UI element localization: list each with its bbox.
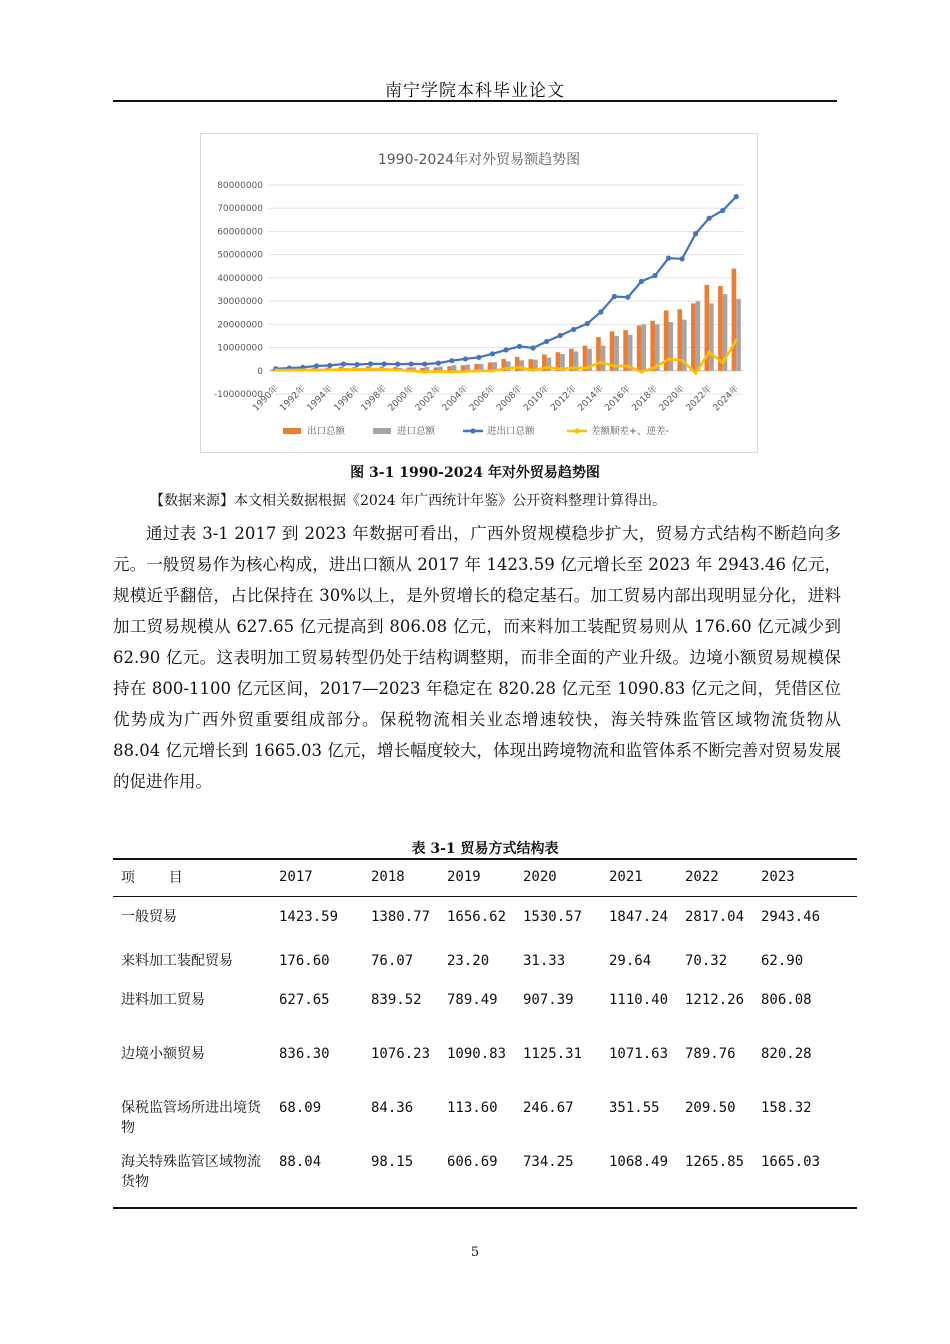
table-cell: 820.28 bbox=[761, 1045, 812, 1062]
table-row bbox=[113, 1044, 857, 1098]
point-balance bbox=[342, 368, 345, 371]
table-cell: 1265.85 bbox=[685, 1153, 745, 1170]
data-source-note: 【数据来源】本文相关数据根据《2024 年广西统计年鉴》公开资料整理计算得出。 bbox=[150, 493, 667, 509]
point-balance bbox=[450, 370, 453, 373]
table-cell: 789.76 bbox=[685, 1045, 736, 1062]
point-total-trade bbox=[436, 361, 441, 366]
table-row bbox=[113, 951, 857, 990]
table-cell: 351.55 bbox=[609, 1099, 660, 1116]
table-cell: 836.30 bbox=[279, 1045, 330, 1062]
point-balance bbox=[531, 369, 534, 372]
x-tick-label: 2024年 bbox=[711, 383, 742, 414]
legend-swatch bbox=[373, 428, 391, 434]
table-cell: 1090.83 bbox=[447, 1045, 507, 1062]
bar-import bbox=[736, 299, 741, 371]
wrapped-value: 1068.49 bbox=[609, 1153, 669, 1170]
legend-label: 差额顺差+、逆差- bbox=[591, 426, 669, 437]
point-balance bbox=[572, 366, 575, 369]
bar-import bbox=[696, 301, 701, 371]
chart-svg bbox=[201, 134, 757, 452]
y-tick-label: 70000000 bbox=[217, 204, 263, 215]
x-tick-label: 2020年 bbox=[657, 383, 688, 414]
table-cell bbox=[601, 1152, 677, 1208]
table-cell: 209.50 bbox=[685, 1099, 736, 1116]
header-year: 2018 bbox=[371, 869, 405, 885]
point-balance bbox=[545, 366, 548, 369]
point-balance bbox=[680, 359, 683, 362]
point-total-trade bbox=[598, 309, 603, 314]
table-cell: 113.60 bbox=[447, 1099, 498, 1116]
point-balance bbox=[437, 370, 440, 373]
table-cell: 29.64 bbox=[609, 952, 652, 969]
x-tick-label: 1994年 bbox=[305, 383, 336, 414]
table-cell: 2943.46 bbox=[761, 909, 821, 925]
bar-export bbox=[623, 330, 628, 371]
point-balance bbox=[708, 351, 711, 354]
table-cell: 907.39 bbox=[523, 991, 574, 1008]
y-tick-label: -10000000 bbox=[213, 390, 263, 400]
table-cell: 734.25 bbox=[523, 1153, 574, 1170]
wrapped-value: 1847.24 bbox=[609, 909, 669, 925]
x-tick-label: 2010年 bbox=[522, 383, 552, 414]
point-total-trade bbox=[354, 362, 359, 367]
point-total-trade bbox=[368, 361, 373, 366]
table-cell: 2817.04 bbox=[685, 909, 745, 925]
legend-swatch bbox=[283, 428, 301, 434]
point-total-trade bbox=[341, 361, 346, 366]
table-cell: 76.07 bbox=[371, 952, 414, 969]
point-total-trade bbox=[693, 231, 698, 236]
header-year: 2019 bbox=[447, 869, 481, 885]
y-tick-label: 40000000 bbox=[217, 273, 263, 284]
point-total-trade bbox=[490, 351, 495, 356]
table-cell: 31.33 bbox=[523, 952, 566, 969]
point-balance bbox=[369, 367, 372, 370]
point-total-trade bbox=[625, 295, 630, 300]
point-balance bbox=[410, 369, 413, 372]
point-balance bbox=[721, 361, 724, 364]
table-cell: 789.49 bbox=[447, 991, 498, 1008]
running-header: 南宁学院本科毕业论文 bbox=[385, 81, 565, 101]
point-total-trade bbox=[449, 358, 454, 363]
point-balance bbox=[288, 368, 291, 371]
point-total-trade bbox=[476, 355, 481, 360]
table-cell: 84.36 bbox=[371, 1099, 414, 1116]
table-caption: 表 3-1 贸易方式结构表 bbox=[411, 841, 559, 857]
x-tick-label: 2022年 bbox=[684, 383, 715, 414]
table-cell: 1076.23 bbox=[371, 1045, 431, 1062]
point-total-trade bbox=[530, 345, 535, 350]
point-balance bbox=[599, 361, 602, 364]
legend-label: 出口总额 bbox=[307, 426, 346, 437]
bar-export bbox=[732, 269, 737, 371]
table-cell bbox=[601, 897, 677, 951]
point-balance bbox=[613, 365, 616, 368]
table-cell: 1125.31 bbox=[523, 1045, 583, 1062]
point-total-trade bbox=[720, 208, 725, 213]
legend-label: 进口总额 bbox=[397, 426, 436, 437]
table-cell: 1530.57 bbox=[523, 909, 583, 925]
point-total-trade bbox=[679, 256, 684, 261]
table-row bbox=[113, 1152, 857, 1208]
table-cell: 88.04 bbox=[279, 1153, 322, 1170]
point-total-trade bbox=[666, 256, 671, 261]
point-balance bbox=[491, 369, 494, 372]
header-year: 2021 bbox=[609, 869, 643, 885]
bar-import bbox=[601, 346, 606, 371]
table-row bbox=[113, 897, 857, 951]
point-total-trade bbox=[652, 273, 657, 278]
legend-marker bbox=[574, 428, 579, 433]
bar-import bbox=[465, 365, 470, 371]
page-number: 5 bbox=[470, 1245, 480, 1260]
point-total-trade bbox=[382, 361, 387, 366]
x-tick-label: 2012年 bbox=[549, 383, 579, 414]
point-balance bbox=[355, 368, 358, 371]
bar-export bbox=[488, 362, 493, 370]
table-cell: 806.08 bbox=[761, 991, 812, 1008]
trade-trend-chart bbox=[200, 133, 758, 453]
x-tick-label: 1990年 bbox=[251, 383, 281, 414]
x-tick-label: 1992年 bbox=[278, 383, 308, 414]
x-tick-label: 2000年 bbox=[386, 383, 417, 414]
trade-mode-table bbox=[113, 858, 857, 1209]
legend-label: 进出口总额 bbox=[487, 426, 535, 437]
chart-title: 1990-2024年对外贸易额趋势图 bbox=[377, 152, 581, 168]
point-total-trade bbox=[409, 361, 414, 366]
bar-import bbox=[641, 324, 646, 370]
table-cell: 1380.77 bbox=[371, 909, 431, 925]
row-label: 边境小额贸易 bbox=[121, 1045, 205, 1062]
point-total-trade bbox=[463, 356, 468, 361]
point-total-trade bbox=[517, 344, 522, 349]
header-year: 2017 bbox=[279, 869, 313, 885]
x-tick-label: 1998年 bbox=[359, 383, 390, 414]
point-total-trade bbox=[558, 333, 563, 338]
table-cell: 246.67 bbox=[523, 1099, 574, 1116]
header-rule bbox=[113, 100, 837, 102]
header-year: 2022 bbox=[685, 869, 719, 885]
table-cell: 627.65 bbox=[279, 991, 330, 1008]
point-balance bbox=[586, 366, 589, 369]
bar-export bbox=[596, 337, 601, 371]
bar-import bbox=[452, 365, 457, 371]
row-label: 进料加工贸易 bbox=[121, 991, 205, 1008]
bar-export bbox=[650, 321, 655, 371]
point-total-trade bbox=[707, 216, 712, 221]
point-balance bbox=[274, 368, 277, 371]
table-cell: 62.90 bbox=[761, 952, 804, 969]
table-cell: 70.32 bbox=[685, 952, 728, 969]
y-tick-label: 20000000 bbox=[217, 320, 263, 331]
point-total-trade bbox=[314, 363, 319, 368]
point-total-trade bbox=[612, 294, 617, 299]
x-tick-label: 2016年 bbox=[603, 383, 634, 414]
bar-export bbox=[447, 366, 452, 371]
wrapped-label: 海关特殊监管区域物流货物 bbox=[121, 1153, 261, 1190]
table-cell: 1423.59 bbox=[279, 909, 339, 925]
x-tick-label: 2004年 bbox=[440, 383, 471, 414]
point-balance bbox=[518, 366, 521, 369]
table-header-row bbox=[113, 859, 857, 897]
row-label bbox=[113, 1098, 271, 1152]
wrapped-value: 1110.40 bbox=[609, 991, 669, 1008]
point-balance bbox=[626, 365, 629, 368]
bar-import bbox=[669, 322, 674, 371]
y-tick-label: 50000000 bbox=[217, 250, 263, 261]
table-cell: 1665.03 bbox=[761, 1153, 821, 1170]
point-balance bbox=[301, 368, 304, 371]
table-cell: 839.52 bbox=[371, 991, 422, 1008]
point-total-trade bbox=[395, 362, 400, 367]
point-total-trade bbox=[503, 347, 508, 352]
row-label: 来料加工装配贸易 bbox=[121, 952, 233, 969]
point-total-trade bbox=[734, 194, 739, 199]
y-tick-label: 0 bbox=[257, 366, 263, 377]
point-total-trade bbox=[422, 361, 427, 366]
table-cell: 23.20 bbox=[447, 952, 490, 969]
point-balance bbox=[667, 358, 670, 361]
y-tick-label: 30000000 bbox=[217, 297, 263, 308]
x-tick-label: 2018年 bbox=[630, 383, 661, 414]
point-balance bbox=[694, 372, 697, 375]
table-cell: 176.60 bbox=[279, 952, 330, 969]
point-balance bbox=[423, 370, 426, 373]
header-year: 2023 bbox=[761, 869, 795, 885]
bar-export bbox=[691, 303, 696, 370]
table-cell: 98.15 bbox=[371, 1153, 414, 1170]
y-tick-label: 60000000 bbox=[217, 227, 263, 238]
bar-import bbox=[709, 303, 714, 370]
point-balance bbox=[383, 368, 386, 371]
x-tick-label: 1996年 bbox=[332, 383, 363, 414]
header-year: 2020 bbox=[523, 869, 557, 885]
x-tick-label: 2006年 bbox=[467, 383, 498, 414]
point-balance bbox=[328, 368, 331, 371]
point-balance bbox=[477, 369, 480, 372]
table-cell bbox=[601, 990, 677, 1044]
table-cell: 68.09 bbox=[279, 1099, 322, 1116]
bar-import bbox=[425, 367, 430, 371]
point-balance bbox=[559, 367, 562, 370]
figure-caption: 图 3-1 1990-2024 年对外贸易趋势图 bbox=[350, 465, 600, 481]
point-total-trade bbox=[327, 363, 332, 368]
x-tick-label: 2002年 bbox=[413, 383, 444, 414]
point-total-trade bbox=[585, 321, 590, 326]
point-balance bbox=[315, 368, 318, 371]
bar-export bbox=[637, 325, 642, 370]
point-total-trade bbox=[544, 339, 549, 344]
point-balance bbox=[464, 370, 467, 373]
table-row bbox=[113, 1098, 857, 1152]
row-label: 一般贸易 bbox=[121, 909, 177, 925]
row-label bbox=[113, 1152, 271, 1208]
x-tick-label: 2014年 bbox=[576, 383, 606, 414]
point-total-trade bbox=[639, 279, 644, 284]
point-balance bbox=[396, 368, 399, 371]
table-cell: 1212.26 bbox=[685, 991, 745, 1008]
point-balance bbox=[640, 370, 643, 373]
point-balance bbox=[653, 366, 656, 369]
wrapped-label: 保税监管场所进出境货物 bbox=[121, 1099, 261, 1136]
table-cell: 1656.62 bbox=[447, 909, 507, 925]
legend-marker bbox=[470, 428, 475, 433]
bar-export bbox=[461, 365, 466, 371]
table-row bbox=[113, 990, 857, 1044]
point-balance bbox=[735, 339, 738, 342]
y-tick-label: 80000000 bbox=[217, 181, 263, 191]
body-paragraph: 通过表 3-1 2017 到 2023 年数据可看出，广西外贸规模稳步扩大，贸易方式结构不断趋向多元。一般贸易作为核心构成，进出口额从 2017 年 1423.59 亿元增长至 2023 年 2943.46 亿元，规模近乎翻倍，占比保持在 30%以上，是外贸增长的稳定基石。加工贸易内部出现明显分化，进料加工贸易规模从 627.65 亿元提高到 806.08 亿元，而来料加工装配贸易则从 176.60 亿元减少到 62.90 亿元。这表明加工贸易转型仍处于结构调整期，而非全面的产业升级。边境小额贸易规模保持在 800-1100 亿元区间，2017—2023 年稳定在 820.28 亿元至 1090.83 亿元之间，凭借区位优势成为广西外贸重要组成部分。保税物流相关业态增速较快，海关特殊监管区域物流货物从 88.04 亿元增长到 1665.03 亿元，增长幅度较大，体现出跨境物流和监管体系不断完善对贸易发展的促进作用。 bbox=[113, 524, 841, 791]
wrapped-value: 1071.63 bbox=[609, 1045, 669, 1062]
header-item: 项 目 bbox=[121, 870, 183, 886]
y-tick-label: 10000000 bbox=[217, 343, 263, 354]
point-balance bbox=[504, 367, 507, 370]
point-total-trade bbox=[571, 327, 576, 332]
table-cell: 606.69 bbox=[447, 1153, 498, 1170]
table-cell: 158.32 bbox=[761, 1099, 812, 1116]
table-cell bbox=[601, 1044, 677, 1098]
x-tick-label: 2008年 bbox=[495, 383, 525, 414]
